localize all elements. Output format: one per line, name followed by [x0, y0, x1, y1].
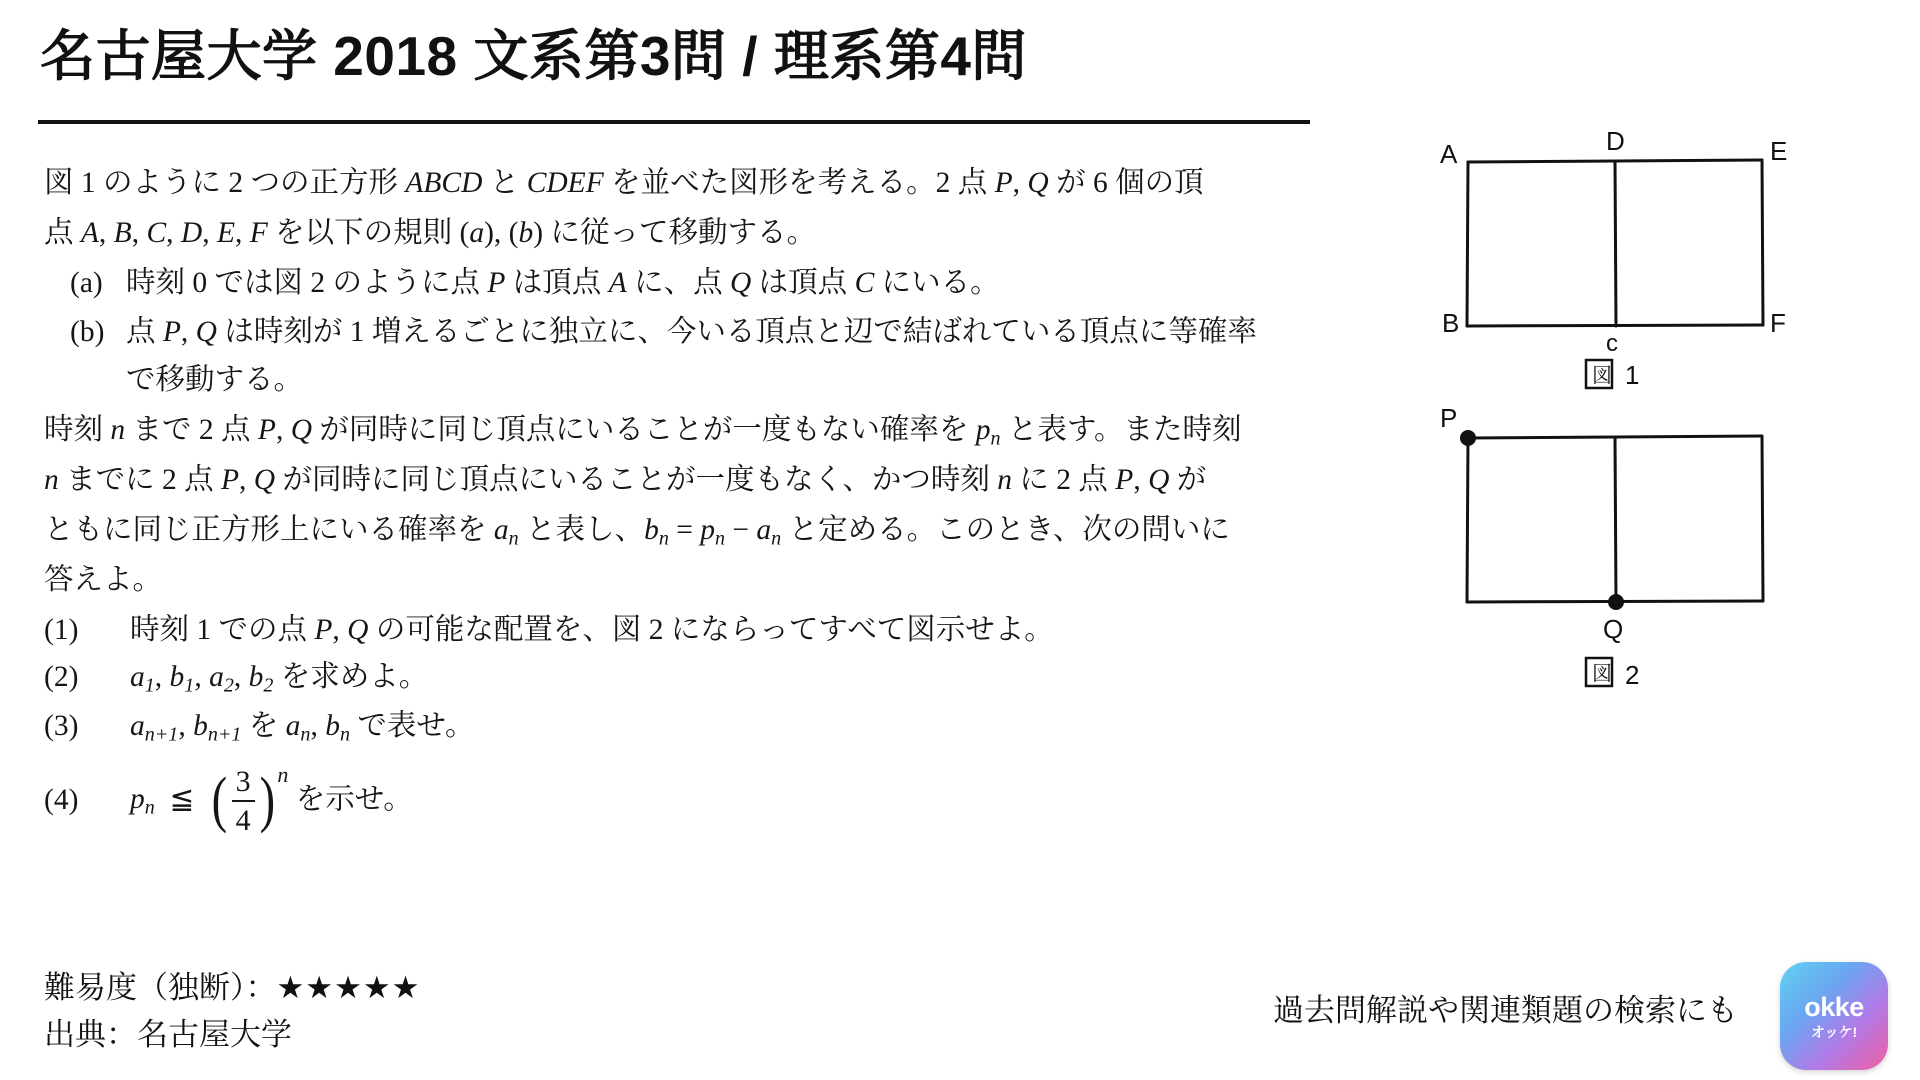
logo-sub-text: オッケ!	[1810, 1023, 1858, 1040]
left-paren: (	[211, 766, 228, 835]
problem-body	[44, 160, 1444, 838]
logo-main-text: okke	[1804, 991, 1864, 1022]
rule-label-b: (b)	[70, 316, 105, 349]
rule-item-a	[44, 260, 1444, 308]
fig2-caption-kanji: 図	[1592, 663, 1612, 685]
fraction-numerator: 3	[235, 764, 251, 798]
difficulty-label: 難易度（独断）：	[44, 970, 277, 1005]
fraction-group	[209, 761, 289, 838]
fig1-label-B: B	[1442, 308, 1460, 338]
pn-symbol: $p_n$	[130, 783, 155, 819]
question-text-1: 時刻 1 での点 P, Q の可能な配置を、図 2 にならってすべて図示せよ。	[130, 613, 1054, 646]
page-title: 名古屋大学 2018 文系第3問 / 理系第4問	[40, 25, 1027, 87]
title-underline	[38, 120, 1310, 124]
fig1-label-F: F	[1770, 308, 1786, 338]
fraction-exponent: n	[277, 761, 289, 787]
question-label-3: (3)	[44, 709, 79, 742]
rule-label-a: (a)	[70, 266, 103, 299]
question-label-4: (4)	[44, 784, 79, 817]
rule-item-b	[44, 309, 1444, 405]
fig1-label-D: D	[1606, 130, 1625, 156]
leq-sign: ≦	[162, 783, 202, 816]
question-item-1	[44, 607, 1444, 655]
definition-line-4: 答えよ。	[44, 563, 163, 596]
figures-area	[1440, 130, 1880, 830]
footer-left	[44, 965, 420, 1058]
question-item-4	[44, 761, 1444, 838]
question-text-2: $a_1$, $b_1$, $a_2$, $b_2$ を求めよ。	[130, 661, 429, 698]
fig2-caption-number: 2	[1625, 660, 1640, 690]
definition-line-3: ともに同じ正方形上にいる確率を $a_n$ と表し、$b_n = p_n - a_n$ と定める。このとき、次の問いに	[44, 513, 1230, 550]
fig1-label-C: c	[1606, 330, 1618, 357]
question-text-3: $a_{n+1}$, $b_{n+1}$ を $a_n$, $b_n$ で表せ。	[130, 709, 475, 746]
definition-line-2: n までに 2 点 P, Q が同時に同じ頂点にいることが一度もなく、かつ時刻 n に 2 点 P, Q が	[44, 464, 1207, 497]
fig2-label-Q: Q	[1603, 614, 1624, 644]
right-paren: )	[259, 766, 275, 835]
fig1-label-A: A	[1440, 139, 1458, 169]
page-title-wrap	[40, 26, 1350, 93]
question-item-3	[44, 703, 1444, 751]
fig2-point-P-dot	[1460, 430, 1476, 446]
question-4-tail: を示せ。	[295, 783, 413, 816]
fraction-denominator: 4	[235, 804, 251, 838]
fig1-label-E: E	[1770, 136, 1788, 166]
difficulty-stars: ★★★★★	[276, 970, 421, 1005]
figure-1	[1440, 130, 1787, 390]
fig1-caption-number: 1	[1625, 360, 1640, 390]
fig1-caption-kanji: 図	[1592, 365, 1612, 387]
fig2-label-P: P	[1440, 403, 1458, 433]
fig2-point-Q-dot	[1608, 594, 1624, 610]
source-row: 出典：名古屋大学	[44, 1016, 292, 1052]
promo-text: 過去問解説や関連類題の検索にも	[1273, 993, 1738, 1028]
intro-line-2: 点 A, B, C, D, E, F を以下の規則 (a), (b) に従って移動する。	[44, 216, 816, 249]
figures-svg	[1440, 130, 1880, 830]
question-label-2: (2)	[44, 661, 79, 694]
figure-2	[1440, 403, 1763, 690]
question-text-4	[130, 761, 1444, 838]
fraction	[232, 765, 255, 838]
intro-line-1: 図 1 のように 2 つの正方形 ABCD と CDEF を並べた図形を考える。2 点 P, Q が 6 個の頂	[44, 167, 1204, 199]
rule-text-a: 時刻 0 では図 2 のように点 P は頂点 A に、点 Q は頂点 C にいる。	[126, 266, 1000, 299]
rule-text-b: 点 P, Q は時刻が 1 増えるごとに独立に、今いる頂点と辺で結ばれている頂点に等確率 で移動する。	[126, 316, 1257, 397]
fraction-bar	[232, 800, 255, 802]
question-item-2	[44, 654, 1444, 702]
difficulty-row	[44, 965, 420, 1012]
okke-logo[interactable]	[1780, 962, 1888, 1070]
definition-line-1: 時刻 n まで 2 点 P, Q が同時に同じ頂点にいることが一度もない確率を $p_n$ と表す。また時刻	[44, 413, 1242, 450]
question-label-1: (1)	[44, 613, 79, 646]
